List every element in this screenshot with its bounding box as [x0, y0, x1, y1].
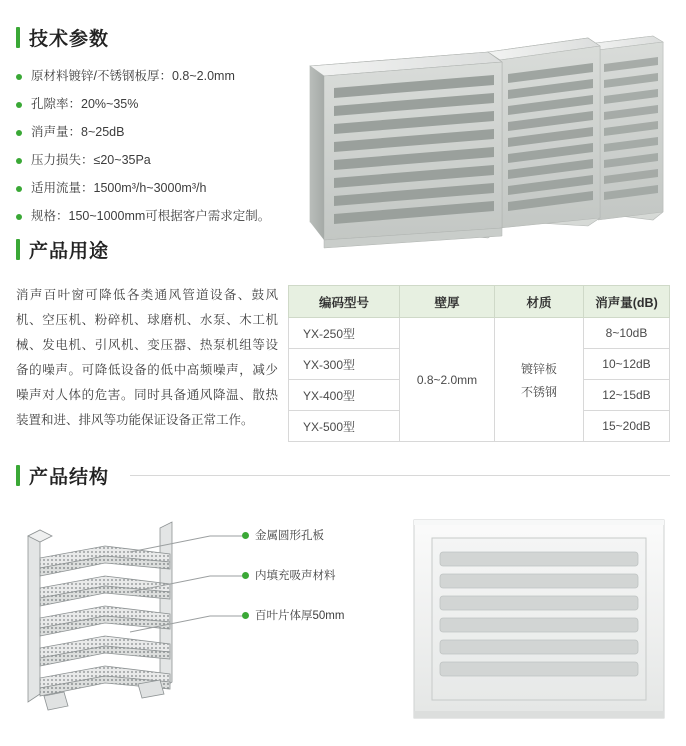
material-line-2: 不锈钢	[520, 384, 557, 399]
list-item: 原材料镀锌/不锈钢板厚：0.8~2.0mm	[16, 69, 284, 84]
list-item: 孔隙率：20%~35%	[16, 97, 284, 112]
callout-label-2: 内填充吸声材料	[255, 570, 336, 582]
accent-bar	[16, 465, 20, 486]
cell-model: YX-400型	[289, 380, 400, 411]
callout-label-1: 金属圆形孔板	[255, 530, 324, 542]
list-item: 消声量：8~25dB	[16, 125, 284, 140]
callout-label-3: 百叶片体厚50mm	[255, 610, 345, 622]
tech-params-list	[16, 69, 284, 224]
col-header-noise: 消声量(dB)	[584, 286, 670, 318]
accent-bar	[16, 27, 20, 48]
material-line-1: 镀锌板	[520, 361, 557, 376]
callout-dot-icon	[242, 612, 249, 619]
cell-noise: 10~12dB	[584, 349, 670, 380]
cell-noise: 12~15dB	[584, 380, 670, 411]
accent-bar	[16, 239, 20, 260]
cell-model: YX-250型	[289, 318, 400, 349]
table-row	[289, 318, 670, 349]
col-header-material: 材质	[495, 286, 584, 318]
product-main-photo	[288, 22, 673, 257]
callout-dot-icon	[242, 532, 249, 539]
spec-table	[288, 285, 670, 442]
col-header-model: 编码型号	[289, 286, 400, 318]
tech-params-section	[16, 24, 284, 237]
structure-diagram	[10, 506, 370, 726]
heading-divider	[130, 475, 670, 476]
list-item: 压力损失：≤20~35Pa	[16, 153, 284, 168]
tech-params-title: 技术参数	[29, 29, 110, 50]
spec-table-container	[288, 285, 670, 442]
product-usage-title: 产品用途	[29, 241, 110, 262]
list-item: 适用流量：1500m³/h~3000m³/h	[16, 181, 284, 196]
cell-material	[495, 318, 584, 442]
product-structure-title: 产品结构	[29, 467, 110, 488]
table-header-row	[289, 286, 670, 318]
product-structure-section	[16, 462, 670, 489]
tech-params-heading	[16, 24, 284, 51]
cell-model: YX-300型	[289, 349, 400, 380]
product-usage-heading	[16, 236, 278, 263]
col-header-thickness: 壁厚	[400, 286, 495, 318]
product-structure-photo	[408, 512, 670, 727]
list-item: 规格：150~1000mm可根据客户需求定制。	[16, 209, 284, 224]
cell-model: YX-500型	[289, 411, 400, 442]
product-structure-heading	[16, 462, 670, 489]
cell-thickness: 0.8~2.0mm	[400, 318, 495, 442]
cell-noise: 15~20dB	[584, 411, 670, 442]
product-usage-section	[16, 236, 278, 446]
product-usage-text: 消声百叶窗可降低各类通风管道设备、鼓风机、空压机、粉碎机、球磨机、水泵、木工机械、发电机、引风机、变压器、热泵机组等设备的噪声。可降低设备的低中高频噪声，减少噪声对人体的危害。同时具备通风降温、散热装置和进、排风等功能保证设备正常工作。	[16, 288, 278, 427]
cell-noise: 8~10dB	[584, 318, 670, 349]
callout-dot-icon	[242, 572, 249, 579]
